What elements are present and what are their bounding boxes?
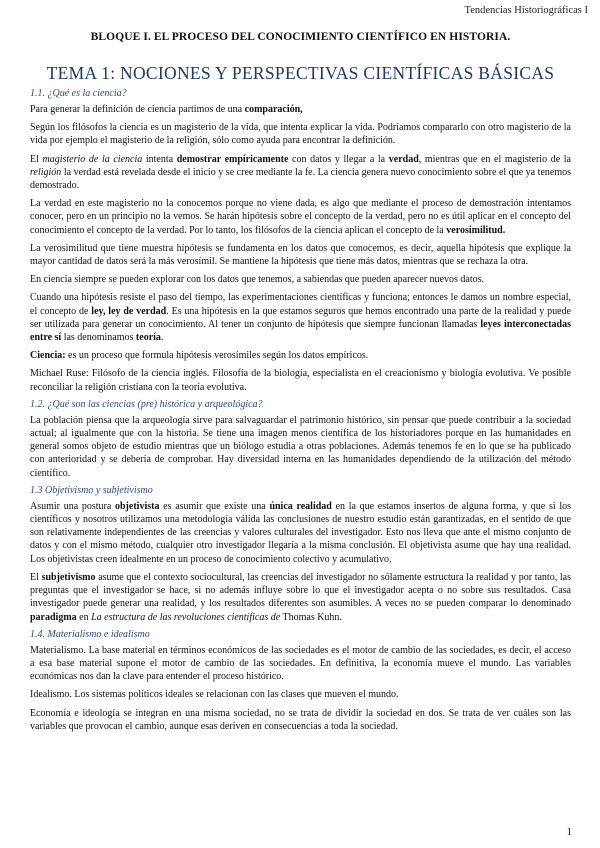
running-header: Tendencias Historiográficas I bbox=[464, 5, 588, 16]
paragraph: El subjetivismo asume que el contexto sociocultural, las creencias del investigador no sólamente estructura la realidad y por tanto, las preguntas que el investigador se hace, si no además influye sobre lo que el investigador acepta o no sobre sus resultados. Casa investigador puede generar una realidad, y los resultados diferentes son asumibles. A veces no se pueden comparar lo denominado paradigma en La estructura de las revoluciones científicas de Thomas Kuhn. bbox=[30, 571, 572, 623]
section-heading-1-3: 1.3 Objetivismo y subjetivismo bbox=[30, 484, 153, 496]
paragraph: La verosimilitud que tiene muestra hipótesis se fundamenta en los datos que conocemos, es decir, aquella hipótesis que explique la mayor cantidad de datos será la más verosímil. Se mantiene la hipótesis que tiene más datos, mientras que se rechaza la otra. bbox=[30, 242, 571, 268]
tema-title: TEMA 1: NOCIONES Y PERSPECTIVAS CIENTÍFICAS BÁSICAS bbox=[46, 63, 555, 83]
paragraph: Idealismo. Los sistemas políticos ideales se relacionan con las clases que mueven el mundo. bbox=[30, 689, 399, 701]
page-number: 1 bbox=[566, 826, 572, 838]
section-heading-1-2: 1.2. ¿Qué son las ciencias (pre) histórica y arqueológica? bbox=[30, 398, 263, 410]
paragraph: Para generar la definición de ciencia partimos de una comparación, bbox=[30, 104, 303, 115]
paragraph: En ciencia siempre se pueden explorar con los datos que tenemos, a sabiendas que pueden aparecer nuevos datos. bbox=[30, 274, 484, 286]
paragraph: Materialismo. La base material en términos económicos de las sociedades es el motor de cambio de las sociedades, es decir, el acceso a esa base material supone el motor de cambio de las sociedades. En definitiva, la economía mueve el mundo. Las variables económicas nos dan la clave para entender el proceso histórico. bbox=[30, 644, 571, 683]
paragraph: Ciencia: es un proceso que formula hipótesis verosímiles según los datos empíricos. bbox=[30, 350, 369, 362]
section-heading-1-4: 1.4. Materialismo e idealismo bbox=[30, 628, 150, 640]
bloque-title: BLOQUE I. EL PROCESO DEL CONOCIMIENTO CIENTÍFICO EN HISTORIA. bbox=[90, 31, 511, 43]
paragraph: El magisterio de la ciencia intenta demostrar empíricamente con datos y llegar a la verdad, mientras que en el magisterio de la religión la verdad está revelada desde el inicio y se cree mediante la fe. La ciencia genera nuevo conocimiento sobre el que ya tenemos demostrado. bbox=[30, 153, 571, 192]
paragraph: Michael Ruse: Filósofo de la ciencia inglés. Filosofía de la biología, especialista en el creacionismo y biología evolutiva. Ve posible reconciliar la religión cristiana con la teoría evolutiva. bbox=[30, 368, 571, 393]
section-heading-1-1: 1.1. ¿Qué es la ciencia? bbox=[30, 88, 127, 99]
paragraph: Economía e ideología se integran en una misma sociedad, no se trata de dividir la sociedad en dos. Se trata de ver cuáles son las variables que provocan el cambio, aunque esas deriven en consecuencias a toda la sociedad. bbox=[30, 707, 571, 732]
page-content bbox=[30, 31, 571, 738]
paragraph: Según los filósofos la ciencia es un magisterio de la vida, que intenta explicar la vida. Podríamos compararlo con otro magisterio de la vida por ejemplo el magisterio de la religión, sólo como ayuda para encontrar la definición. bbox=[30, 122, 571, 147]
paragraph: Asumir una postura objetivista es asumir que existe una única realidad en la que estamos insertos de alguna forma, y que si los científicos y nosotros utilizamos una metodología válida las conclusiones de nuestro estudio están garantizadas, en el sentido de que son relativamente independientes de las creencias y valores culturales del investigador. Esto nos lleva que ante el mismo conjunto de datos y con el mismo método, cualquier otro investigador llegaría a la misma conclusión. El objetivista asume que hay una realidad. Los objetivistas creen idealmente en un proceso de conocimiento colectivo y acumulativo. bbox=[30, 500, 571, 565]
paragraph: Cuando una hipótesis resiste el paso del tiempo, las experimentaciones científicas y funciona; entonces le damos un nombre especial, el concepto de ley, ley de verdad. Es una hipótesis en la que estamos seguros que hemos encontrado una parte de la realidad y puede ser utilizada para generar un conocimiento. Al tener un conjunto de hipótesis que siempre funcionan llamadas leyes interconectadas entre sí las denominamos teoría. bbox=[30, 292, 572, 344]
paragraph: La población piensa que la arqueología sirve para salvaguardar el patrimonio histórico, sin pensar que puede contribuir a la sociedad actual; al igualmente que con la historia. Se tiene una imagen menos científica de los historiadores porque en las humanidades en general somos objeto de estudio mientras que un biólogo estudia a otras poblaciones. Además tenemos fe en lo que se ha publicado con anterioridad y se debería de comprobar. Hay diversidad interna en las humanidades dependiendo de la utilización del método científico. bbox=[30, 414, 571, 479]
paragraph: La verdad en este magisterio no la conocemos porque no viene dada, es algo que mediante el proceso de demostración intentamos conocer, pero en un principio no la vemos. Se harán hipótesis sobre el concepto de la verdad, pero no es útil aplicar en el concepto del conocimiento el concepto de la verdad. Por lo tanto, los filósofos de la ciencia aplican el concepto de la verosimilitud. bbox=[30, 198, 571, 236]
